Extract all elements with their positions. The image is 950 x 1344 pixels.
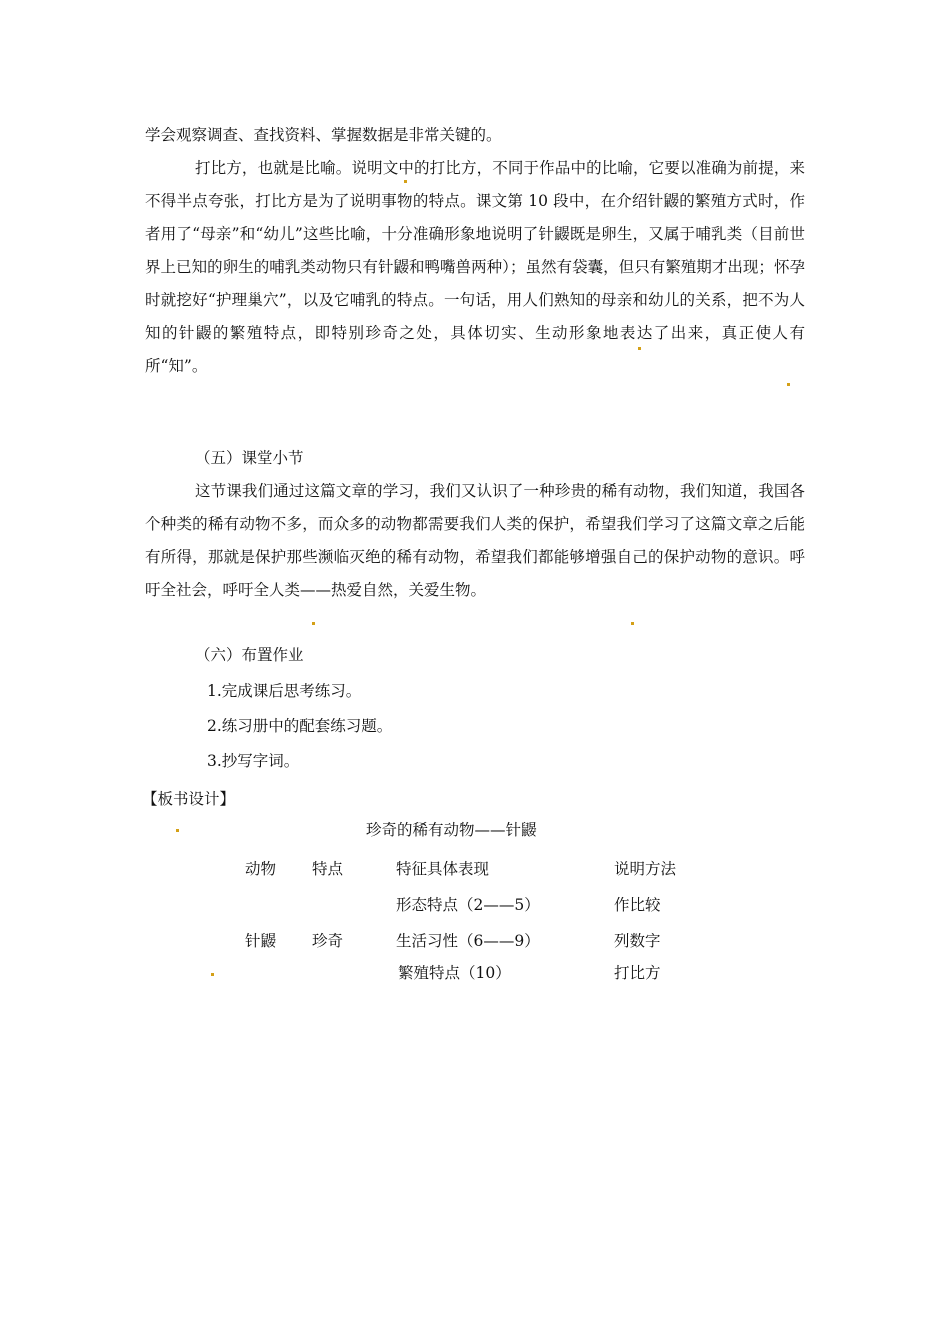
section6-heading: （六）布置作业 [195, 646, 304, 664]
section5-body-block [145, 475, 805, 607]
header-method: 说明方法 [614, 860, 677, 878]
row-feature-1: 形态特点（2——5） [396, 896, 540, 914]
row-method-3: 打比方 [614, 964, 661, 982]
speck-mark [638, 347, 641, 350]
header-feature: 特征具体表现 [396, 860, 490, 878]
board-design-label: 【板书设计】 [142, 790, 236, 808]
homework-item-2: 2.练习册中的配套练习题。 [207, 717, 393, 735]
homework-item-1: 1.完成课后思考练习。 [207, 682, 362, 700]
header-trait: 特点 [312, 860, 344, 878]
header-animal: 动物 [245, 860, 277, 878]
speck-mark [787, 383, 790, 386]
row-feature-2: 生活习性（6——9） [396, 932, 540, 950]
row-feature-3: 繁殖特点（10） [398, 964, 511, 982]
board-animal: 针鼹 [245, 932, 277, 950]
paragraph-observation: 学会观察调查、查找资料、掌握数据是非常关键的。 [145, 126, 502, 144]
speck-mark [176, 829, 179, 832]
body-text [145, 119, 805, 383]
speck-mark [312, 622, 315, 625]
speck-mark [404, 180, 407, 183]
section5-heading: （五）课堂小节 [195, 449, 304, 467]
section5-body: 这节课我们通过这篇文章的学习，我们又认识了一种珍贵的稀有动物，我们知道，我国各个种类的稀有动物不多，而众多的动物都需要我们人类的保护，希望我们学习了这篇文章之后能有所得，那就是保护那些濒临灭绝的稀有动物，希望我们都能够增强自己的保护动物的意识。呼吁全社会，呼吁全人类——热爱自然，关爱生物。 [145, 482, 805, 599]
speck-mark [631, 622, 634, 625]
paragraph-metaphor: 打比方，也就是比喻。说明文中的打比方，不同于作品中的比喻，它要以准确为前提，来不得半点夸张，打比方是为了说明事物的特点。课文第 10 段中，在介绍针鼹的繁殖方式时，作者用了“母亲”和“幼儿”这些比喻，十分准确形象地说明了针鼹既是卵生，又属于哺乳类（目前世界上已知的卵生的哺乳类动物只有针鼹和鸭嘴兽两种）；虽然有袋囊，但只有繁殖期才出现；怀孕时就挖好“护理巢穴”，以及它哺乳的特点。一句话，用人们熟知的母亲和幼儿的关系，把不为人知的针鼹的繁殖特点，即特别珍奇之处，具体切实、生动形象地表达了出来，真正使人有所“知”。 [145, 159, 805, 375]
row-method-1: 作比较 [614, 896, 661, 914]
speck-mark [211, 973, 214, 976]
homework-item-3: 3.抄写字词。 [207, 752, 300, 770]
board-title: 珍奇的稀有动物——针鼹 [366, 821, 537, 839]
board-trait: 珍奇 [312, 932, 344, 950]
row-method-2: 列数字 [614, 932, 661, 950]
